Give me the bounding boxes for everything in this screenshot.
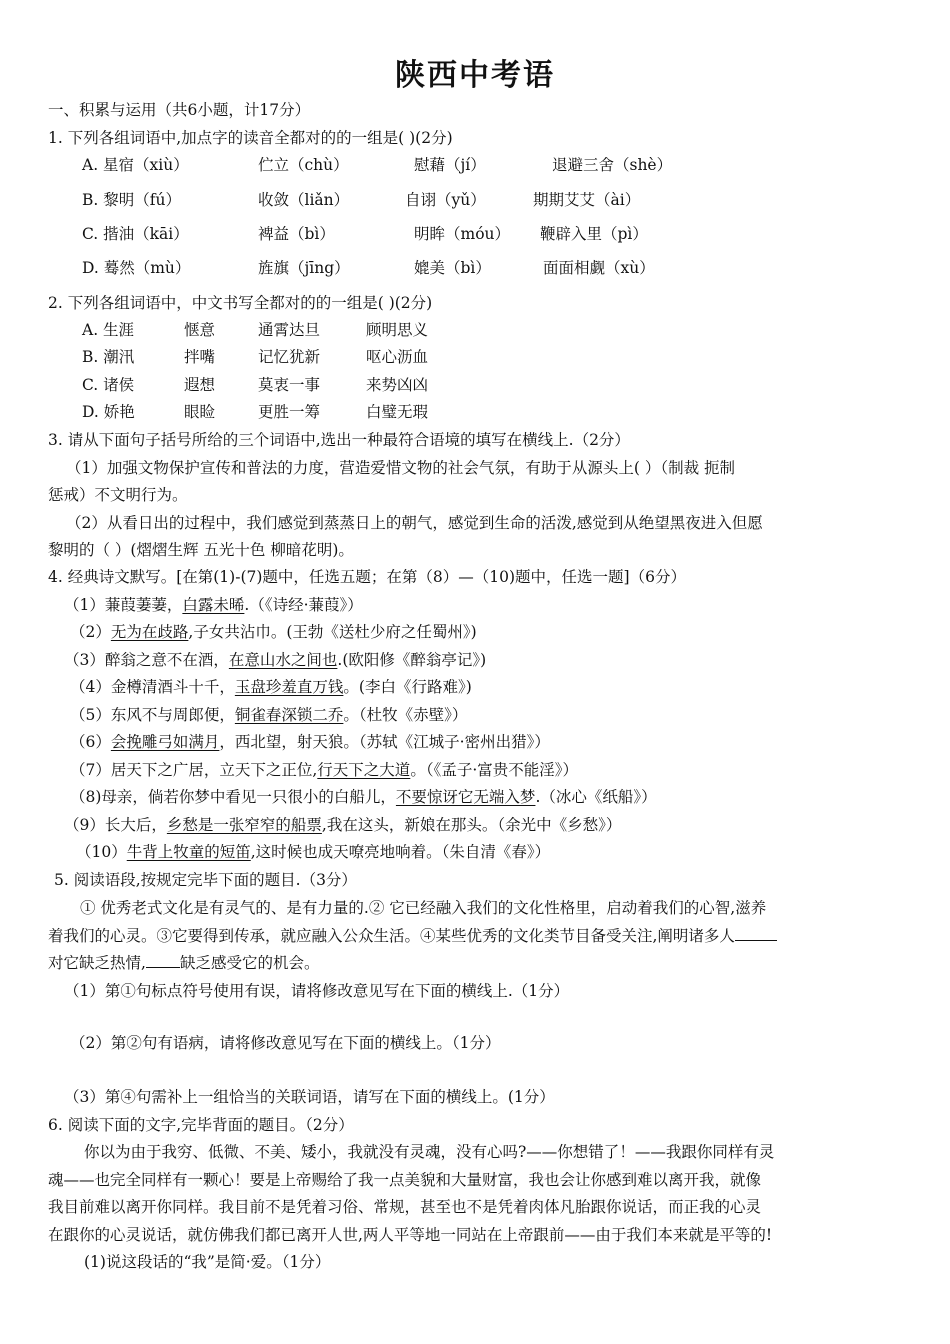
q3-part-2-line-1: （2）从看日出的过程中，我们感觉到蒸蒸日上的朝气，感觉到生命的活泼,感觉到从绝望黑夜进入但愿 [66, 514, 763, 532]
q4-item-5 [70, 705, 467, 725]
q1-a-3: 慰藉（jí） [414, 156, 486, 174]
q4-item-2-answer: 无为在歧路 [110, 623, 189, 641]
question-5-stem: 5. 阅读语段,按规定完毕下面的题目.（3分） [54, 871, 357, 889]
q1-d-4: 面面相觑（xù） [543, 259, 655, 277]
q1-b-2: 收敛（liǎn） [258, 191, 350, 209]
q4-item-1-answer: 白露未晞 [182, 596, 245, 614]
q3-part-1-line-1: （1）加强文物保护宣传和普法的力度，营造爱惜文物的社会气氛，有助于从源头上( ）（制裁 扼制 [66, 459, 736, 477]
q2-a-3: 通霄达旦 [258, 321, 321, 339]
q3-part-1-line-2: 惩戒）不文明行为。 [48, 486, 188, 504]
q4-item-9-answer: 乡愁是一张窄窄的船票 [166, 816, 322, 834]
q1-option-b: B. 黎明（fú） [82, 191, 181, 209]
q6-passage-line-3: 我目前难以离开你同样。我目前不是凭着习俗、常规，甚至也不是凭着肉体凡胎跟你说话，而正我的心灵 [48, 1198, 762, 1216]
q4-item-1-source: .（《诗经·蒹葭》） [244, 596, 363, 614]
q1-b-3: 自诩（yǔ） [405, 191, 486, 209]
q1-option-c: C. 揩油（kāi） [82, 225, 189, 243]
q1-a-2: 伫立（chù） [258, 156, 349, 174]
q5-passage-line-1: ① 优秀老式文化是有灵气的、是有力量的.② 它已经融入我们的文化性格里，启动着我们的心智,滋养 [80, 899, 767, 917]
q4-item-3 [64, 650, 486, 670]
q4-item-2 [70, 622, 477, 642]
q4-item-4-source: 。(李白《行路难》) [343, 678, 472, 696]
q1-d-2: 旌旗（jīng） [258, 259, 350, 277]
q4-item-3-prompt: （3）醉翁之意不在酒， [64, 651, 229, 669]
q4-item-6-source: ，西北望，射天狼。（苏轼《江城子·密州出猎》） [219, 733, 550, 751]
q4-item-3-source: .(欧阳修《醉翁亭记》) [337, 651, 487, 669]
q3-part-2-line-2: 黎明的（ ）(熠熠生辉 五光十色 柳暗花明)。 [48, 541, 354, 559]
q4-item-1 [64, 595, 363, 615]
q5-passage-line-3-tail: 缺乏感受它的机会。 [179, 954, 320, 972]
page-title: 陕西中考语 [395, 58, 555, 93]
q4-item-9-source: ,我在这头，新娘在那头。（余光中《乡愁》） [321, 816, 622, 834]
q4-item-7 [70, 760, 578, 780]
q4-item-5-answer: 铜雀春深锁二乔 [234, 706, 344, 724]
q4-item-7-source: 。（《孟子·富贵不能淫》） [410, 761, 578, 779]
q4-item-10-source: ,这时候也成天嘹亮地响着。（朱自清《春》） [250, 843, 551, 861]
q4-item-8-answer: 不要惊讶它无端入梦 [395, 788, 536, 806]
q4-item-4 [70, 677, 472, 697]
q2-b-4: 呕心沥血 [366, 348, 429, 366]
q4-item-6 [70, 732, 550, 752]
q4-item-8-prompt: （8)母亲，倘若你梦中看见一只很小的白船儿， [70, 788, 396, 806]
q5-sub-1: （1）第①句标点符号使用有误，请将修改意见写在下面的横线上.（1分） [64, 982, 570, 1000]
q4-item-2-source: ,子女共沾巾。(王勃《送杜少府之任蜀州》) [188, 623, 477, 641]
q6-passage-line-4: 在跟你的心灵说话，就仿佛我们都已离开人世,两人平等地一同站在上帝跟前——由于我们本来就是平等的! [48, 1226, 773, 1244]
q2-b-2: 拌嘴 [184, 348, 216, 366]
q6-passage-line-1: 你以为由于我穷、低微、不美、矮小，我就没有灵魂，没有心吗?——你想错了！——我跟你同样有灵 [84, 1143, 775, 1161]
q4-item-6-answer: 会挽雕弓如满月 [110, 733, 220, 751]
q4-item-5-source: 。（杜牧《赤壁》） [343, 706, 468, 724]
q1-a-4: 退避三舍（shè） [552, 156, 673, 174]
q1-option-a [82, 155, 189, 175]
q1-d-3: 媲美（bì） [414, 259, 491, 277]
q2-d-4: 白璧无瑕 [366, 403, 429, 421]
q6-passage-line-2: 魂——也完全同样有一颗心！要是上帝赐给了我一点美貌和大量财富，我也会让你感到难以离开我，就像 [48, 1171, 762, 1189]
q2-c-4: 来势凶凶 [366, 376, 429, 394]
q2-c-2: 遐想 [184, 376, 216, 394]
q5-passage-line-2 [48, 926, 777, 946]
q4-item-2-prompt: （2） [70, 623, 111, 641]
question-4-stem: 4. 经典诗文默写。[在第(1)-(7)题中，任选五题；在第（8）—（10)题中，任选一题]（6分） [48, 568, 686, 586]
q4-item-10 [76, 842, 550, 862]
q5-sub-3: （3）第④句需补上一组恰当的关联词语，请写在下面的横线上。(1分） [64, 1088, 555, 1106]
question-3-stem: 3. 请从下面句子括号所给的三个词语中,选出一种最符合语境的填写在横线上.（2分） [48, 431, 630, 449]
q4-item-7-answer: 行天下之大道 [317, 761, 411, 779]
q4-item-9-prompt: （9）长大后， [64, 816, 167, 834]
q5-passage-line-3 [48, 953, 319, 973]
q4-item-4-answer: 玉盘珍羞直万钱 [234, 678, 344, 696]
q4-item-3-answer: 在意山水之间也 [228, 651, 338, 669]
question-2-stem: 2. 下列各组词语中，中文书写全都对的的一组是( )(2分) [48, 294, 433, 312]
q1-option-d: D. 蓦然（mù） [82, 259, 191, 277]
q5-passage-line-3-text: 对它缺乏热情, [48, 954, 146, 972]
q4-item-4-prompt: （4）金樽清酒斗十千， [70, 678, 235, 696]
q1-c-4: 鞭辟入里（pì） [540, 225, 648, 243]
q1-a-1: A. 星宿（xiù） [82, 156, 189, 174]
q4-item-10-answer: 牛背上牧童的短笛 [126, 843, 251, 861]
q1-c-2: 裨益（bì） [258, 225, 335, 243]
section-heading: 一、积累与运用（共6小题，计17分） [48, 101, 311, 119]
q2-a-4: 顾明思义 [366, 321, 429, 339]
q4-item-7-prompt: （7）居天下之广居，立天下之正位, [70, 761, 318, 779]
q2-b-1: B. 潮汛 [82, 348, 135, 366]
q2-d-1: D. 娇艳 [82, 403, 135, 421]
q2-b-3: 记忆犹新 [258, 348, 321, 366]
q1-c-3: 明眸（móu） [414, 225, 511, 243]
q4-item-5-prompt: （5）东风不与周郎便， [70, 706, 235, 724]
question-1-stem: 1. 下列各组词语中,加点字的读音全都对的的一组是( )(2分) [48, 129, 453, 147]
q2-c-1: C. 诸侯 [82, 376, 135, 394]
q2-d-3: 更胜一筹 [258, 403, 321, 421]
q4-item-1-prompt: （1）蒹葭萋萋， [64, 596, 183, 614]
q4-item-8 [70, 787, 657, 807]
q2-d-2: 眼睑 [184, 403, 216, 421]
q5-passage-line-2-text: 着我们的心灵。③它要得到传承，就应融入公众生活。④某些优秀的文化类节目备受关注,阐明诸多人 [48, 927, 735, 945]
q5-blank-2[interactable] [146, 953, 180, 968]
q6-sub-1: (1)说这段话的“我”是简·爱。（1分） [84, 1253, 331, 1271]
question-6-stem: 6. 阅读下面的文字,完毕背面的题目。（2分） [48, 1116, 354, 1134]
q4-item-6-prompt: （6） [70, 733, 111, 751]
q4-item-9 [64, 815, 621, 835]
q2-a-1: A. 生涯 [82, 321, 135, 339]
q2-c-3: 莫衷一事 [258, 376, 321, 394]
q1-b-4: 期期艾艾（ài） [533, 191, 641, 209]
q5-blank-1[interactable] [735, 926, 777, 941]
q5-sub-2: （2）第②句有语病，请将修改意见写在下面的横线上。（1分） [70, 1034, 501, 1052]
q4-item-10-prompt: （10） [76, 843, 127, 861]
q2-a-2: 惬意 [184, 321, 216, 339]
q4-item-8-source: .（冰心《纸船》） [535, 788, 657, 806]
